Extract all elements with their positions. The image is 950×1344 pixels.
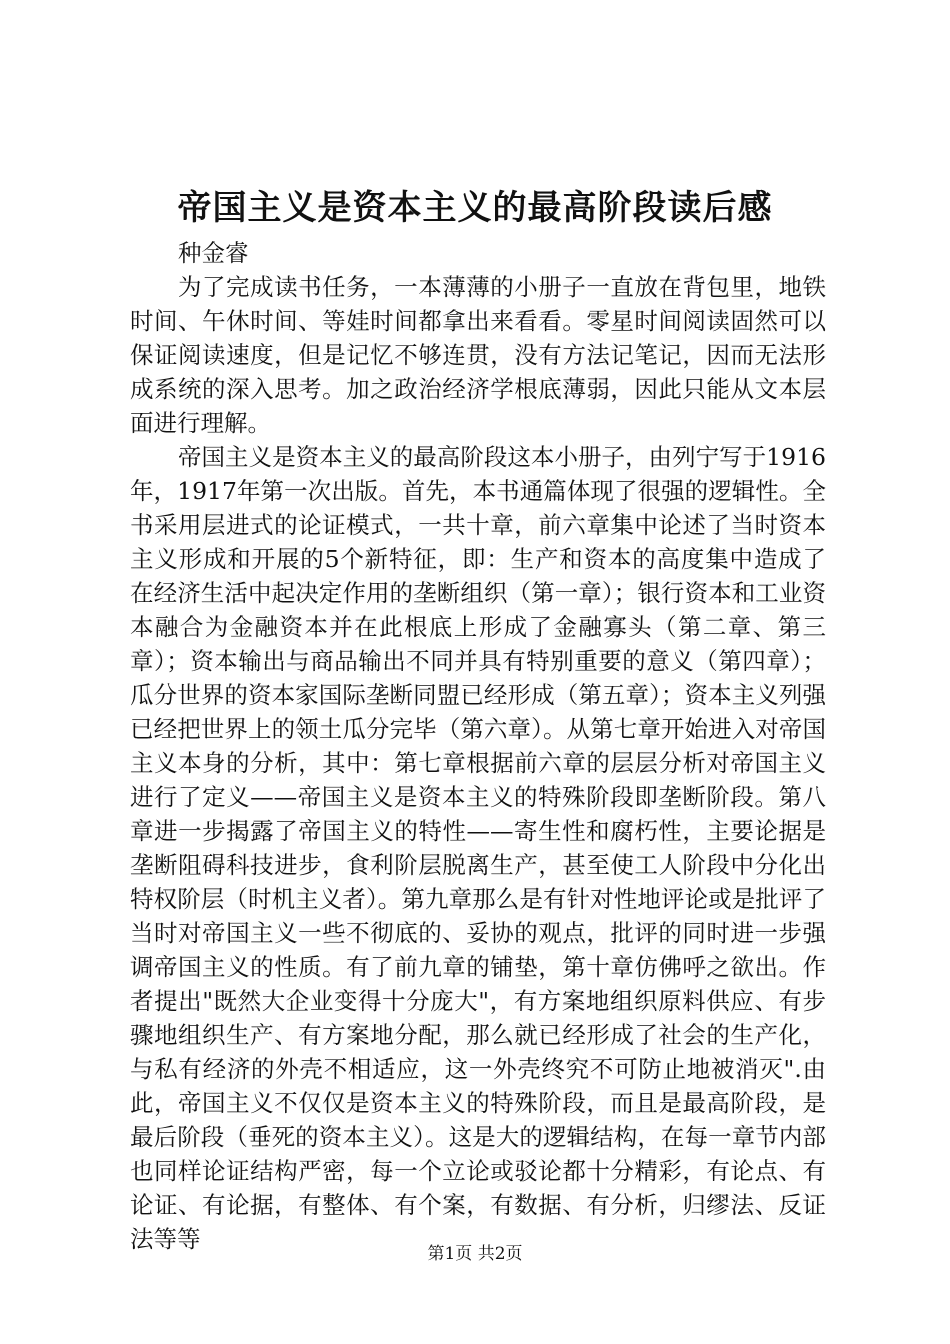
document-title: 帝国主义是资本主义的最高阶段读后感 [177,188,773,228]
page-footer: 第1页 共2页 [427,1244,523,1264]
paragraph-intro: 为了完成读书任务，一本薄薄的小册子一直放在背包里，地铁时间、午休时间、等娃时间都拿出来看看。零星时间阅读固然可以保证阅读速度，但是记忆不够连贯，没有方法记笔记，因而无法形成系统的深入思考。加之政治经济学根底薄弱，因此只能从文本层面进行理解。 [130,273,826,437]
author-name: 种金睿 [178,239,249,267]
document-body [130,236,826,1256]
paragraph-analysis: 帝国主义是资本主义的最高阶段这本小册子，由列宁写于1916年，1917年第一次出版。首先，本书通篇体现了很强的逻辑性。全书采用层进式的论证模式，一共十章，前六章集中论述了当时资本主义形成和开展的5个新特征，即：生产和资本的高度集中造成了在经济生活中起决定作用的垄断组织（第一章）；银行资本和工业资本融合为金融资本并在此根底上形成了金融寡头（第二章、第三章）；资本输出与商品输出不同并具有特别重要的意义（第四章）；瓜分世界的资本家国际垄断同盟已经形成（第五章）；资本主义列强已经把世界上的领土瓜分完毕（第六章）。从第七章开始进入对帝国主义本身的分析，其中：第七章根据前六章的层层分析对帝国主义进行了定义——帝国主义是资本主义的特殊阶段即垄断阶段。第八章进一步揭露了帝国主义的特性——寄生性和腐朽性，主要论据是垄断阻碍科技进步，食利阶层脱离生产，甚至使工人阶段中分化出特权阶层（时机主义者）。第九章那么是有针对性地评论或是批评了当时对帝国主义一些不彻底的、妥协的观点，批评的同时进一步强调帝国主义的性质。有了前九章的铺垫，第十章仿佛呼之欲出。作者提出"既然大企业变得十分庞大"，有方案地组织原料供应、有步骤地组织生产、有方案地分配，那么就已经形成了社会的生产化，与私有经济的外壳不相适应，这一外壳终究不可防止地被消灭".由此，帝国主义不仅仅是资本主义的特殊阶段，而且是最高阶段，是最后阶段（垂死的资本主义）。这是大的逻辑结构，在每一章节内部也同样论证结构严密，每一个立论或驳论都十分精彩，有论点、有论证、有论据，有整体、有个案，有数据、有分析，归缪法、反证法等等 [130,443,826,1253]
